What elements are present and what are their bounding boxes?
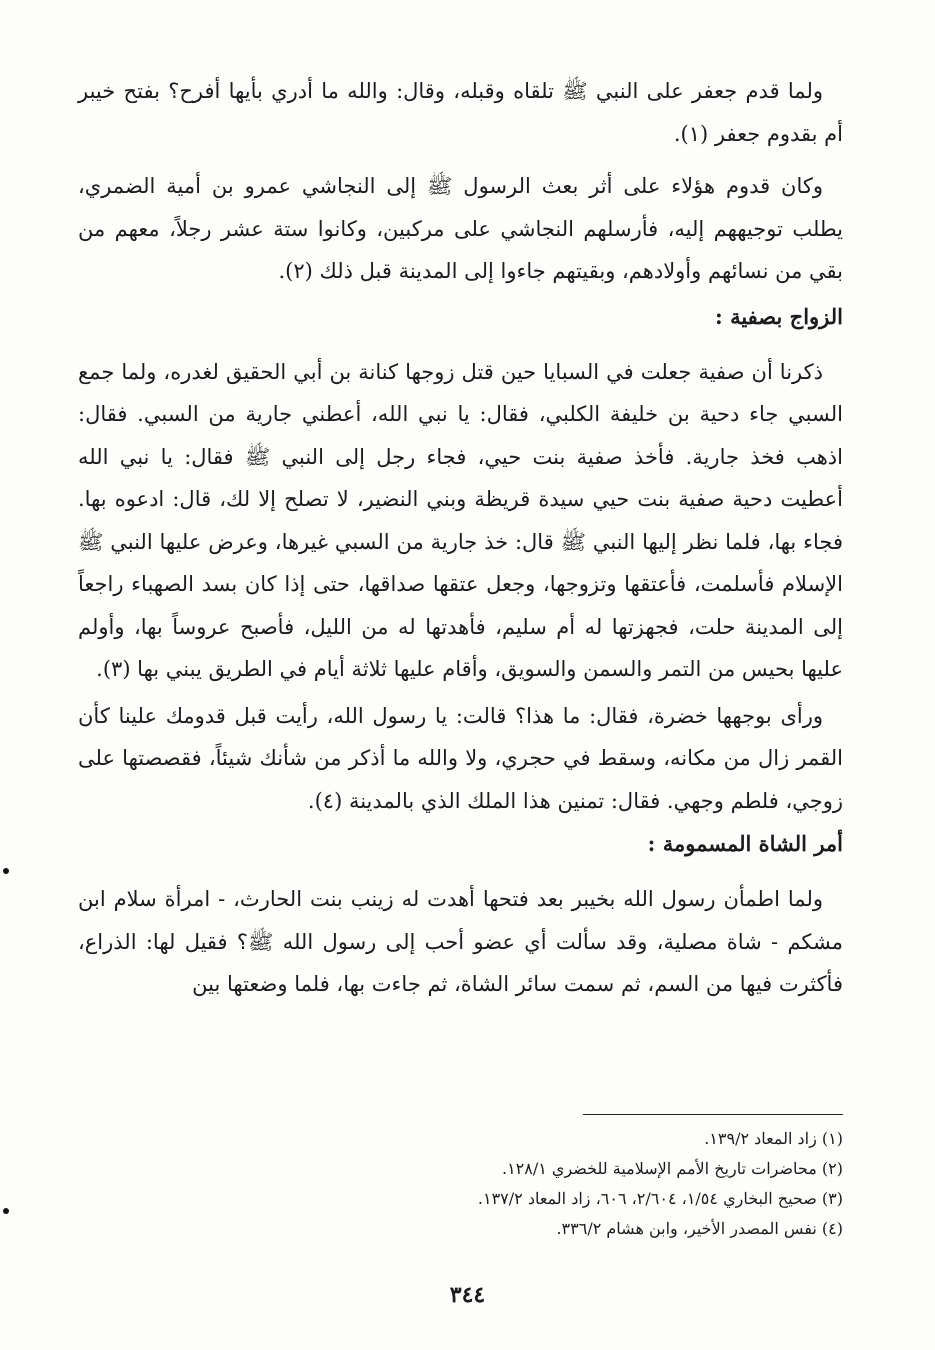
paragraph-safiyya-dream: ورأى بوجهها خضرة، فقال: ما هذا؟ قالت: يا رسول الله، رأيت قبل قدومك علينا كأن القمر زال من مكانه، وسقط في حجري، ولا والله ما أذكر من شأنك شيئاً، فقصصتها على زوجي، فلطم وجهي. فقال: تمنين هذا الملك الذي بالمدينة (٤). xyxy=(78,703,843,813)
scan-mark xyxy=(3,868,9,874)
footnote-4: (٤) نفس المصدر الأخير، وابن هشام ٣٣٦/٢. xyxy=(556,1219,843,1238)
footnote-divider xyxy=(583,1114,843,1115)
footnote-1: (١) زاد المعاد ١٣٩/٢. xyxy=(704,1129,843,1148)
scan-mark xyxy=(3,1208,9,1214)
section-heading-safiyya: الزواج بصفية : xyxy=(715,303,843,329)
paragraph-jafar-arrival: ولما قدم جعفر على النبي ﷺ تلقاه وقبله، وقال: والله ما أدري بأيها أفرح؟ بفتح خيبر أم بقدوم جعفر (١). xyxy=(78,79,843,146)
footnote-2: (٢) محاضرات تاريخ الأمم الإسلامية للخضري ١٢٨/١. xyxy=(501,1159,843,1178)
footnote-3: (٣) صحيح البخاري ١/٥٤، ٢/٦٠٤، ٦٠٦، زاد المعاد ١٣٧/٢. xyxy=(477,1189,843,1208)
page-number: ٣٤٤ xyxy=(449,1282,486,1308)
footnotes xyxy=(78,1124,843,1244)
paragraph-najashi-envoy: وكان قدوم هؤلاء على أثر بعث الرسول ﷺ إلى النجاشي عمرو بن أمية الضمري، يطلب توجيههم إليه، فأرسلهم النجاشي على مركبين، وكانوا ستة عشر رجلاً، معهم من بقي من نسائهم وأولادهم، وبقيتهم جاءوا إلى المدينة قبل ذلك (٢). xyxy=(78,174,843,283)
paragraph-safiyya-marriage: ذكرنا أن صفية جعلت في السبايا حين قتل زوجها كنانة بن أبي الحقيق لغدره، ولما جمع السبي جاء دحية بن خليفة الكلبي، فقال: يا نبي الله، أعطني جارية من السبي. فقال: اذهب فخذ جارية. فأخذ صفية بنت حيي، فجاء رجل إلى النبي ﷺ فقال: يا نبي الله أعطيت دحية صفية بنت حيي سيدة قريظة وبني النضير، لا تصلح إلا لك، قال: ادعوه بها. فجاء بها، فلما نظر إليها النبي ﷺ قال: خذ جارية من السبي غيرها، وعرض عليها النبي ﷺ الإسلام فأسلمت، فأعتقها وتزوجها، وجعل عتقها صداقها، حتى إذا كان بسد الصهباء راجعاً إلى المدينة حلت، فجهزتها له أم سليم، فأهدتها له من الليل، فأصبح عروساً بها، وأولم عليها بحيس من التمر والسمن والسويق، وأقام عليها ثلاثة أيام في الطريق يبني بها (٣). xyxy=(78,359,843,681)
paragraph-poisoned-sheep: ولما اطمأن رسول الله بخيبر بعد فتحها أهدت له زينب بنت الحارث، - امرأة سلام ابن مشكم - شاة مصلية، وقد سألت أي عضو أحب إلى رسول الله ﷺ؟ فقيل لها: الذراع، فأكثرت فيها من السم، ثم سمت سائر الشاة، ثم جاءت بها، فلما وضعتها بين xyxy=(78,887,843,996)
page-body xyxy=(78,70,843,1006)
section-heading-poisoned-sheep: أمر الشاة المسمومة : xyxy=(647,831,843,856)
